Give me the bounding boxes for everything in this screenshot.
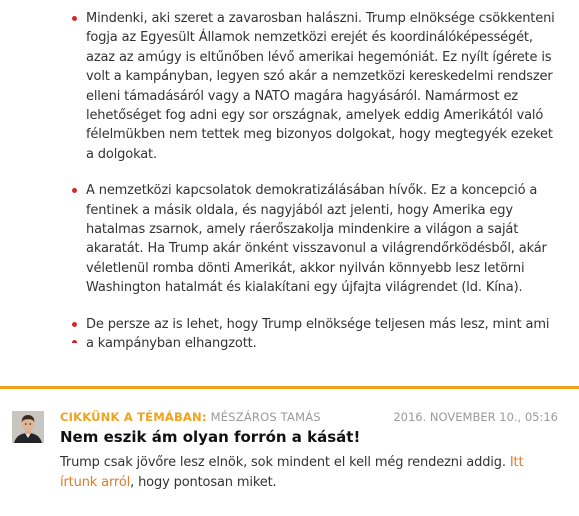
related-meta bbox=[60, 410, 321, 424]
bullet-list bbox=[86, 9, 556, 371]
bullet-icon bbox=[72, 322, 77, 327]
bullet-text: De persze az is lehet, hogy Trump elnöksége teljesen más lesz, mint ami a kampányban elhangzott. bbox=[86, 316, 550, 352]
related-timestamp: 2016. NOVEMBER 10., 05:16 bbox=[393, 410, 558, 424]
empty-bullet-icon bbox=[72, 340, 77, 343]
related-inline-link[interactable]: Itt írtunk arról bbox=[60, 455, 524, 490]
list-item bbox=[86, 9, 556, 164]
author-avatar[interactable] bbox=[12, 411, 44, 443]
bullet-text: Mindenki, aki szeret a zavarosban halászni. Trump elnöksége csökkenteni fogja az Egyesült Államok nemzetközi erejét és koordinálóképességét, azaz az amúgy is eltűnőben lévő amerikai hegemóniát. Ez nyílt ígérete is volt a kampányban, legyen szó akár a nemzetközi kereskedelmi rendszer elleni támadásáról vagy a NATO magára hagyásáról. Namármost ez lehetőséget fog adni egy sor országnak, amelyek eddig Amerikától való félelmükben nem tettek meg bizonyos dolgokat, hogy megtegyék ezeket a dolgokat. bbox=[86, 11, 555, 162]
related-summary-text-end: , hogy pontosan miket. bbox=[130, 475, 277, 490]
list-item bbox=[86, 181, 556, 297]
related-summary bbox=[60, 453, 550, 493]
related-kicker: CIKKÜNK A TÉMÁBAN: bbox=[60, 410, 207, 424]
bullet-icon bbox=[72, 188, 77, 193]
related-summary-text: Trump csak jövőre lesz elnök, sok mindent el kell még rendezni addig. bbox=[60, 455, 510, 470]
bullet-icon bbox=[72, 16, 77, 21]
related-title-link[interactable]: Nem eszik ám olyan forrón a kását! bbox=[60, 428, 361, 446]
related-author[interactable]: MÉSZÁROS TAMÁS bbox=[210, 410, 321, 424]
author-portrait-icon bbox=[12, 411, 44, 443]
bullet-text: A nemzetközi kapcsolatok demokratizálásában hívők. Ez a koncepció a fentinek a másik oldala, és nagyjából azt jelenti, hogy Amerika egy hatalmas zsarnok, amely ráerőszakolja mindenkire a világon a saját akaratát. Ha Trump akár önként visszavonul a világrendőrködésből, akár véletlenül romba dönti Amerikát, akkor nyilván könnyebb lesz letörni Washington hatalmát és kialakítani egy újfajta világrendet (ld. Kína). bbox=[86, 183, 547, 296]
related-article[interactable] bbox=[0, 389, 579, 516]
list-item bbox=[86, 315, 556, 354]
